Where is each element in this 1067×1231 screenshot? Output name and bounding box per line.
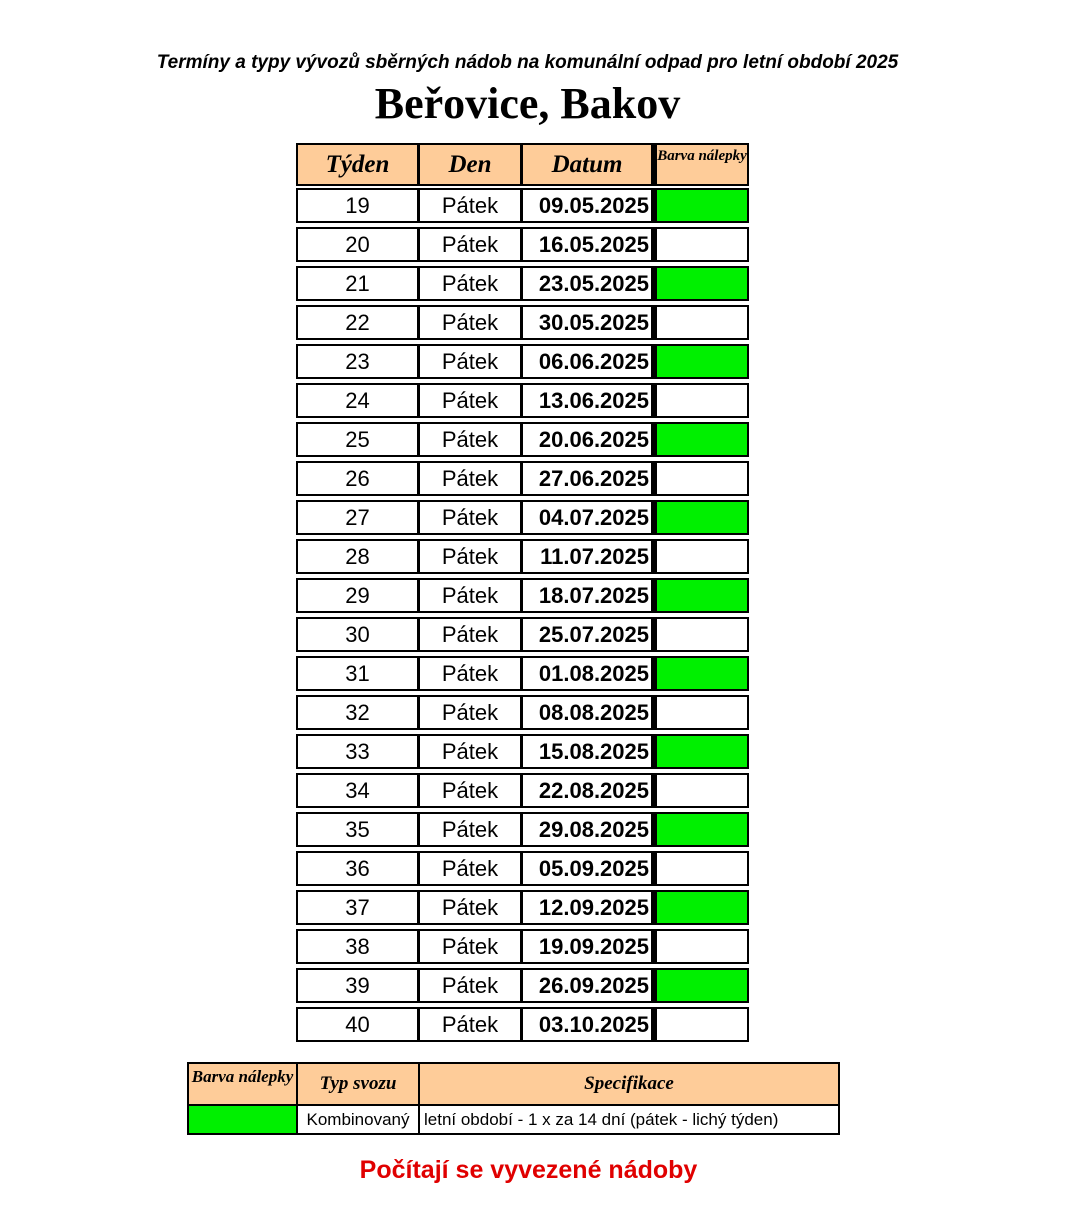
- date-cell: 16.05.2025: [521, 227, 653, 262]
- day-cell: Pátek: [418, 968, 522, 1003]
- table-row: [296, 537, 749, 576]
- date-cell: 09.05.2025: [521, 188, 653, 223]
- schedule-table: [296, 143, 749, 1044]
- date-cell: 26.09.2025: [521, 968, 653, 1003]
- week-cell: 25: [296, 422, 419, 457]
- schedule-body: [296, 186, 749, 1044]
- date-cell: 23.05.2025: [521, 266, 653, 301]
- day-cell: Pátek: [418, 695, 522, 730]
- legend-table: [187, 1062, 840, 1135]
- week-cell: 37: [296, 890, 419, 925]
- date-cell: 27.06.2025: [521, 461, 653, 496]
- table-row: [296, 654, 749, 693]
- week-cell: 26: [296, 461, 419, 496]
- table-row: [296, 693, 749, 732]
- document-subtitle: Termíny a typy vývozů sběrných nádob na komunální odpad pro letní období 2025: [156, 52, 899, 73]
- sticker-color-cell: [652, 305, 749, 340]
- date-cell: 30.05.2025: [521, 305, 653, 340]
- sticker-color-cell: [652, 851, 749, 886]
- week-cell: 22: [296, 305, 419, 340]
- date-cell: 04.07.2025: [521, 500, 653, 535]
- sticker-color-cell: [652, 383, 749, 418]
- sticker-color-cell: [652, 1007, 749, 1042]
- week-cell: 31: [296, 656, 419, 691]
- week-cell: 23: [296, 344, 419, 379]
- week-cell: 29: [296, 578, 419, 613]
- day-cell: Pátek: [418, 305, 522, 340]
- day-cell: Pátek: [418, 890, 522, 925]
- week-cell: 33: [296, 734, 419, 769]
- table-row: [296, 303, 749, 342]
- sticker-color-cell: [652, 539, 749, 574]
- sticker-color-cell: [652, 227, 749, 262]
- sticker-color-cell: [652, 188, 749, 223]
- table-row: [296, 966, 749, 1005]
- legend-type: Kombinovaný: [296, 1104, 420, 1135]
- week-cell: 38: [296, 929, 419, 964]
- sticker-color-cell: [652, 578, 749, 613]
- week-cell: 36: [296, 851, 419, 886]
- legend-header-type: Typ svozu: [296, 1062, 420, 1106]
- table-row: [296, 381, 749, 420]
- legend-spec: letní období - 1 x za 14 dní (pátek - lichý týden): [418, 1104, 840, 1135]
- day-cell: Pátek: [418, 617, 522, 652]
- day-cell: Pátek: [418, 734, 522, 769]
- table-row: [296, 186, 749, 225]
- day-cell: Pátek: [418, 383, 522, 418]
- date-cell: 12.09.2025: [521, 890, 653, 925]
- table-row: [296, 810, 749, 849]
- sticker-color-cell: [652, 812, 749, 847]
- sticker-color-cell: [652, 617, 749, 652]
- week-cell: 34: [296, 773, 419, 808]
- date-cell: 25.07.2025: [521, 617, 653, 652]
- sticker-color-cell: [652, 734, 749, 769]
- date-cell: 22.08.2025: [521, 773, 653, 808]
- header-date: Datum: [521, 143, 653, 186]
- day-cell: Pátek: [418, 422, 522, 457]
- header-day: Den: [418, 143, 522, 186]
- date-cell: 19.09.2025: [521, 929, 653, 964]
- week-cell: 28: [296, 539, 419, 574]
- sticker-color-cell: [652, 929, 749, 964]
- table-row: [296, 225, 749, 264]
- table-row: [296, 927, 749, 966]
- day-cell: Pátek: [418, 188, 522, 223]
- day-cell: Pátek: [418, 266, 522, 301]
- table-row: [296, 888, 749, 927]
- legend-header-sticker: Barva nálepky: [187, 1062, 298, 1106]
- day-cell: Pátek: [418, 461, 522, 496]
- sticker-color-cell: [652, 461, 749, 496]
- week-cell: 24: [296, 383, 419, 418]
- date-cell: 05.09.2025: [521, 851, 653, 886]
- week-cell: 35: [296, 812, 419, 847]
- week-cell: 21: [296, 266, 419, 301]
- week-cell: 30: [296, 617, 419, 652]
- table-row: [296, 849, 749, 888]
- legend-sticker-swatch: [187, 1104, 298, 1135]
- schedule-header-row: [296, 143, 749, 186]
- table-row: [296, 498, 749, 537]
- week-cell: 27: [296, 500, 419, 535]
- date-cell: 20.06.2025: [521, 422, 653, 457]
- day-cell: Pátek: [418, 773, 522, 808]
- day-cell: Pátek: [418, 929, 522, 964]
- date-cell: 06.06.2025: [521, 344, 653, 379]
- sticker-color-cell: [652, 344, 749, 379]
- sticker-color-cell: [652, 695, 749, 730]
- sticker-color-cell: [652, 266, 749, 301]
- legend-header-spec: Specifikace: [418, 1062, 840, 1106]
- table-row: [296, 771, 749, 810]
- week-cell: 32: [296, 695, 419, 730]
- date-cell: 13.06.2025: [521, 383, 653, 418]
- legend-row: [187, 1106, 840, 1135]
- sticker-color-cell: [652, 656, 749, 691]
- header-week: Týden: [296, 143, 419, 186]
- week-cell: 40: [296, 1007, 419, 1042]
- date-cell: 29.08.2025: [521, 812, 653, 847]
- date-cell: 03.10.2025: [521, 1007, 653, 1042]
- date-cell: 18.07.2025: [521, 578, 653, 613]
- legend-header-row: [187, 1062, 840, 1106]
- table-row: [296, 342, 749, 381]
- table-row: [296, 459, 749, 498]
- sticker-color-cell: [652, 890, 749, 925]
- sticker-color-cell: [652, 968, 749, 1003]
- day-cell: Pátek: [418, 851, 522, 886]
- day-cell: Pátek: [418, 578, 522, 613]
- table-row: [296, 420, 749, 459]
- header-sticker-color: Barva nálepky: [652, 143, 749, 186]
- footer-note: Počítají se vyvezené nádoby: [359, 1156, 698, 1184]
- table-row: [296, 615, 749, 654]
- date-cell: 08.08.2025: [521, 695, 653, 730]
- day-cell: Pátek: [418, 227, 522, 262]
- week-cell: 39: [296, 968, 419, 1003]
- sticker-color-cell: [652, 773, 749, 808]
- week-cell: 20: [296, 227, 419, 262]
- week-cell: 19: [296, 188, 419, 223]
- table-row: [296, 576, 749, 615]
- sticker-color-cell: [652, 422, 749, 457]
- table-row: [296, 264, 749, 303]
- day-cell: Pátek: [418, 500, 522, 535]
- day-cell: Pátek: [418, 812, 522, 847]
- page-title: Beřovice, Bakov: [374, 79, 681, 128]
- day-cell: Pátek: [418, 539, 522, 574]
- date-cell: 15.08.2025: [521, 734, 653, 769]
- day-cell: Pátek: [418, 1007, 522, 1042]
- day-cell: Pátek: [418, 656, 522, 691]
- sticker-color-cell: [652, 500, 749, 535]
- table-row: [296, 732, 749, 771]
- table-row: [296, 1005, 749, 1044]
- date-cell: 01.08.2025: [521, 656, 653, 691]
- day-cell: Pátek: [418, 344, 522, 379]
- date-cell: 11.07.2025: [521, 539, 653, 574]
